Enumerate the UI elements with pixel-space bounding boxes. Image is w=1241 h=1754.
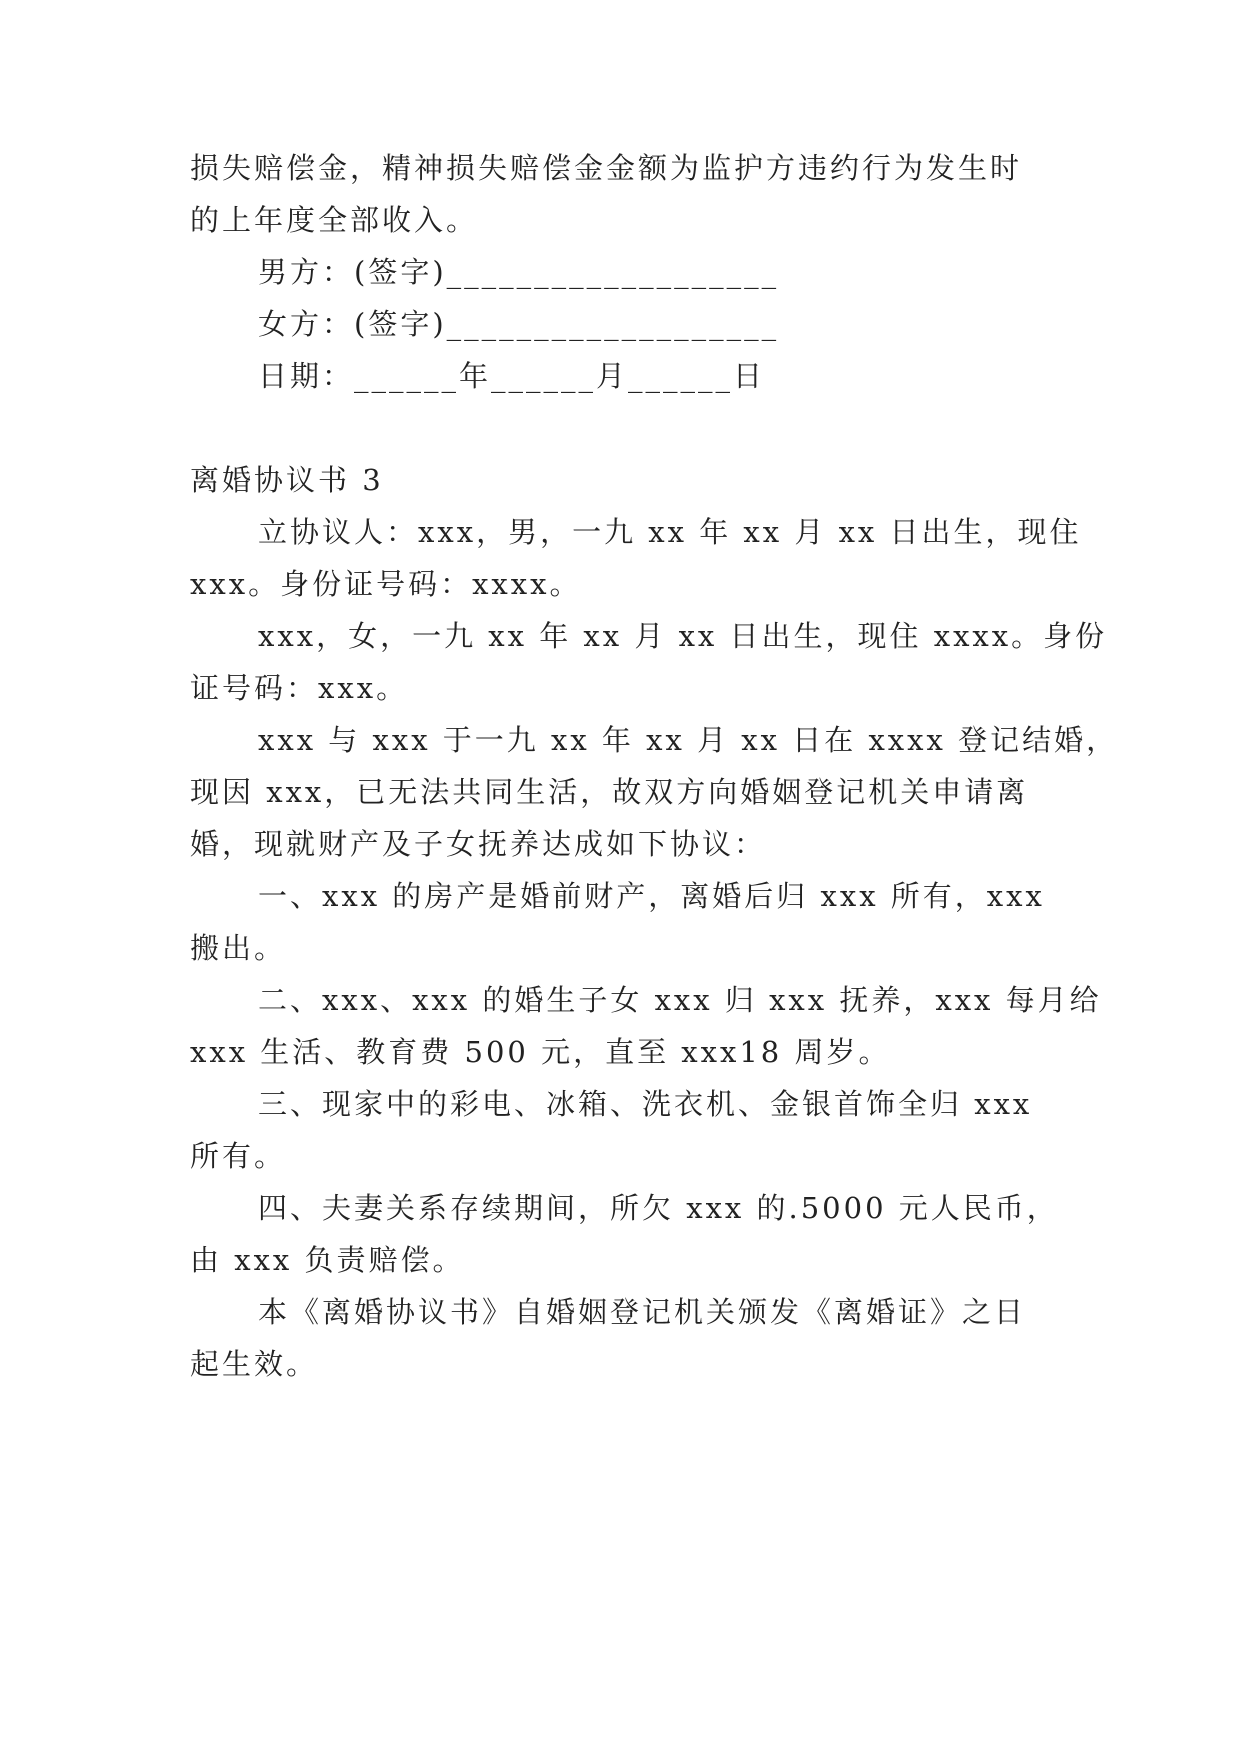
text-line: 损失赔偿金，精神损失赔偿金金额为监护方违约行为发生时 bbox=[190, 151, 1023, 185]
paragraph-line: 证号码：xxx。 bbox=[190, 671, 409, 705]
paragraph-line: xxx 与 xxx 于一九 xx 年 xx 月 xx 日在 xxxx 登记结婚， bbox=[258, 723, 1119, 757]
signature-female-line: 女方：(签字)___________________ bbox=[258, 307, 780, 341]
paragraph-line: xxx 生活、教育费 500 元，直至 xxx18 周岁。 bbox=[190, 1035, 891, 1069]
text-line: 的上年度全部收入。 bbox=[190, 203, 479, 237]
date-line: 日期：______年______月______日 bbox=[258, 359, 766, 393]
paragraph-line: 立协议人：xxx，男，一九 xx 年 xx 月 xx 日出生，现住 bbox=[258, 515, 1082, 549]
paragraph-line: 本《离婚协议书》自婚姻登记机关颁发《离婚证》之日 bbox=[258, 1295, 1027, 1329]
section-title: 离婚协议书 3 bbox=[190, 463, 384, 497]
signature-male-line: 男方：(签字)___________________ bbox=[258, 255, 780, 289]
paragraph-line: xxx，女，一九 xx 年 xx 月 xx 日出生，现住 xxxx。身份 bbox=[258, 619, 1108, 653]
paragraph-line: 现因 xxx，已无法共同生活，故双方向婚姻登记机关申请离 bbox=[190, 775, 1029, 809]
paragraph-line: 婚，现就财产及子女抚养达成如下协议： bbox=[190, 827, 767, 861]
paragraph-line: 起生效。 bbox=[190, 1347, 319, 1381]
paragraph-line: 四、夫妻关系存续期间，所欠 xxx 的.5000 元人民币， bbox=[258, 1191, 1059, 1225]
paragraph-line: 搬出。 bbox=[190, 931, 287, 965]
paragraph-line: 由 xxx 负责赔偿。 bbox=[190, 1243, 465, 1277]
paragraph-line: xxx。身份证号码：xxxx。 bbox=[190, 567, 582, 601]
paragraph-line: 二、xxx、xxx 的婚生子女 xxx 归 xxx 抚养，xxx 每月给 bbox=[258, 983, 1102, 1017]
paragraph-line: 一、xxx 的房产是婚前财产，离婚后归 xxx 所有，xxx bbox=[258, 879, 1045, 913]
paragraph-line: 三、现家中的彩电、冰箱、洗衣机、金银首饰全归 xxx bbox=[258, 1087, 1033, 1121]
paragraph-line: 所有。 bbox=[190, 1139, 287, 1173]
